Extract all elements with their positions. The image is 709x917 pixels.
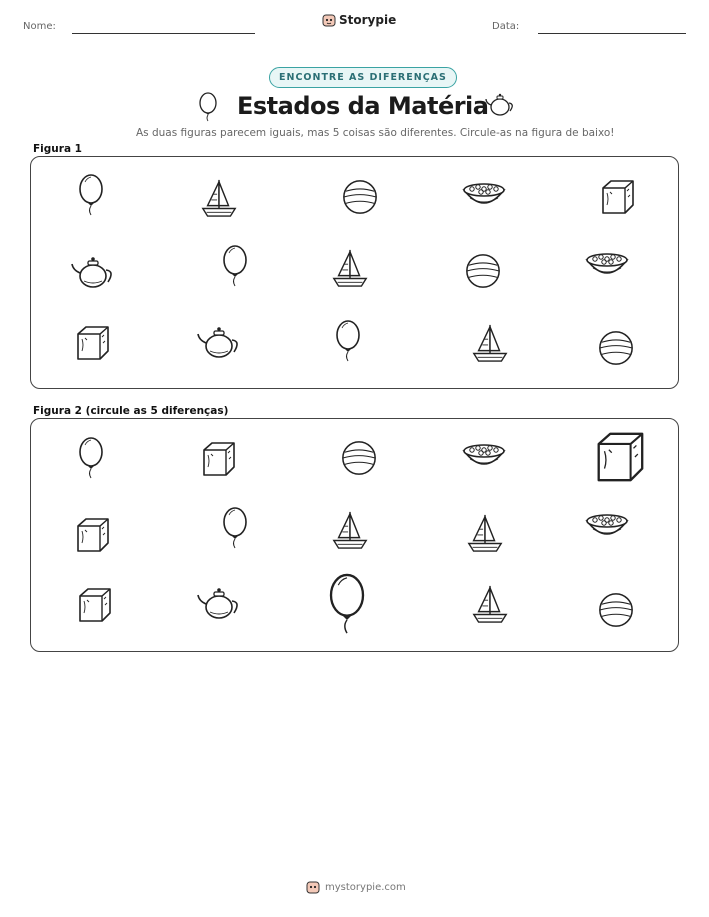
activity-badge: ENCONTRE AS DIFERENÇAS	[269, 67, 457, 88]
ice-cube-icon[interactable]	[590, 428, 648, 490]
storypie-mascot-icon	[322, 13, 336, 27]
balloon-icon[interactable]	[220, 506, 250, 554]
page-title: Estados da Matéria	[237, 92, 489, 120]
ball-icon	[341, 178, 379, 220]
date-line[interactable]	[538, 33, 686, 34]
ice-cube-icon[interactable]	[74, 585, 114, 629]
date-label: Data:	[492, 21, 520, 32]
name-label: Nome:	[23, 21, 56, 32]
ball-icon	[597, 329, 635, 371]
ice-cube-icon[interactable]	[72, 515, 112, 559]
figure-1-label: Figura 1	[33, 143, 82, 155]
name-line[interactable]	[72, 33, 255, 34]
sailboat-icon[interactable]	[465, 511, 505, 559]
balloon-icon[interactable]	[325, 572, 369, 640]
sailboat-icon[interactable]	[330, 508, 370, 556]
balloon-icon	[333, 319, 363, 367]
footer-url[interactable]: mystorypie.com	[325, 881, 406, 893]
balloon-icon	[197, 92, 219, 122]
cereal-bowl-icon[interactable]	[584, 509, 630, 547]
ice-cube-icon	[72, 323, 112, 367]
brand-name: Storypie	[339, 13, 397, 27]
brand-logo	[322, 13, 396, 27]
ball-icon	[464, 252, 502, 294]
footer	[306, 880, 406, 894]
balloon-icon	[220, 244, 250, 292]
balloon-icon	[76, 173, 106, 221]
ball-icon[interactable]	[340, 439, 378, 481]
teapot-icon[interactable]	[194, 584, 244, 626]
balloon-icon[interactable]	[76, 436, 106, 484]
ball-icon[interactable]	[597, 591, 635, 633]
ice-cube-icon[interactable]	[198, 439, 238, 483]
storypie-mascot-icon	[306, 880, 320, 894]
cereal-bowl-icon	[461, 178, 507, 216]
teapot-icon	[68, 253, 118, 295]
sailboat-icon	[330, 246, 370, 294]
ice-cube-icon	[597, 177, 637, 221]
instructions: As duas figuras parecem iguais, mas 5 coisas são diferentes. Circule-as na figura de baixo!	[136, 127, 615, 139]
teapot-icon	[194, 323, 244, 365]
sailboat-icon[interactable]	[470, 582, 510, 630]
figure-2-label: Figura 2 (circule as 5 diferenças)	[33, 405, 229, 417]
teapot-icon	[484, 92, 518, 118]
cereal-bowl-icon[interactable]	[461, 439, 507, 477]
sailboat-icon	[199, 176, 239, 224]
sailboat-icon	[470, 321, 510, 369]
cereal-bowl-icon	[584, 248, 630, 286]
